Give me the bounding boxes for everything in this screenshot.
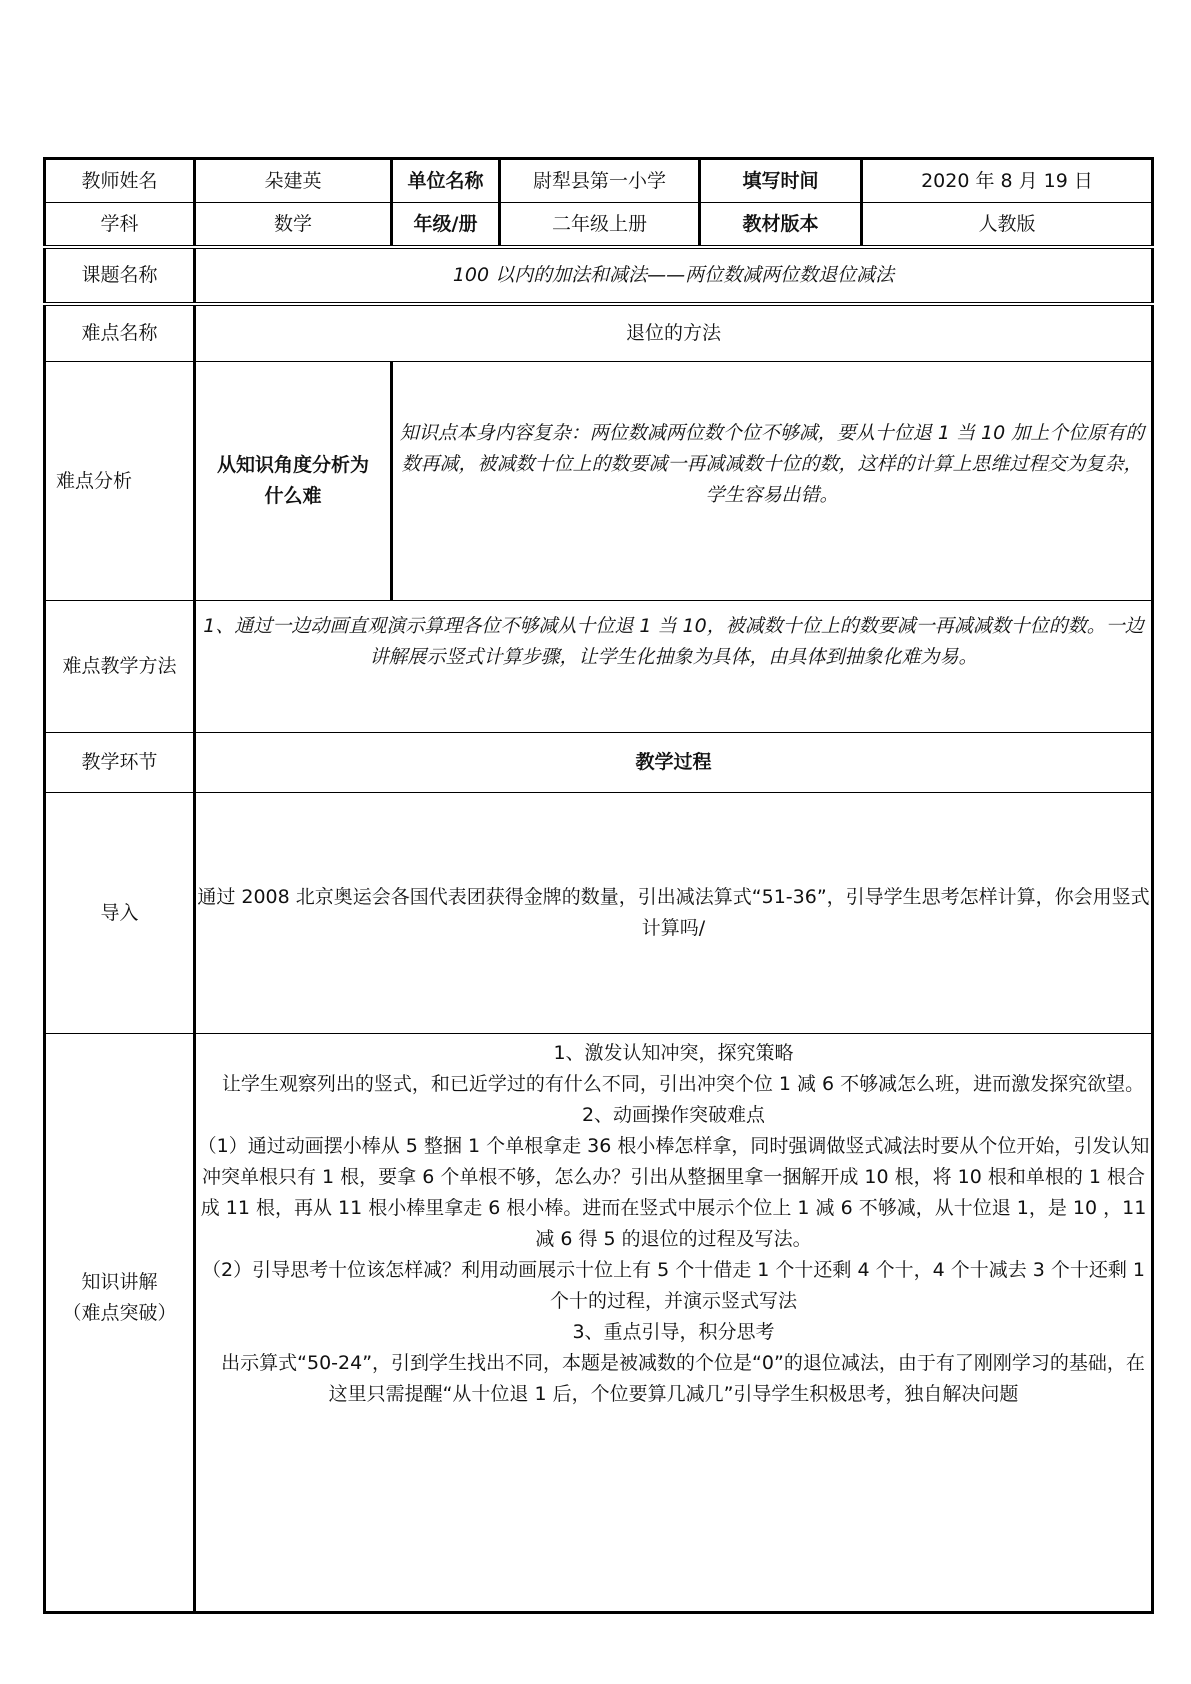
knowledge-paragraph: （1）通过动画摆小棒从 5 整捆 1 个单根拿走 36 根小棒怎样拿，同时强调做竖式减法时要从个位开始，引发认知冲突单根只有 1 根，要拿 6 个单根不够，怎么办？引出从整捆里拿一捆解开成 10 根，将 10 根和单根的 1 根合成 11 根，再从 11 根小棒里拿走 6 根小棒。进而在竖式中展示个位上 1 减 6 不够减，从十位退 1，是 10 ，11 减 6 得 5 的退位的过程及写法。 — [197, 1135, 1150, 1250]
grade-label: 年级/册 — [392, 203, 500, 248]
intro-text: 通过 2008 北京奥运会各国代表团获得金牌的数量，引出减法算式“51-36”，引导学生思考怎样计算，你会用竖式计算吗/ — [195, 793, 1153, 1034]
teaching-stage-label: 教学环节 — [45, 733, 195, 793]
edition-label: 教材版本 — [700, 203, 862, 248]
topic-label: 课题名称 — [45, 247, 195, 304]
row-teacher-info — [45, 159, 1153, 203]
row-difficulty-analysis — [45, 362, 1153, 601]
knowledge-paragraph: 让学生观察列出的竖式，和已近学过的有什么不同，引出冲突个位 1 减 6 不够减怎么班，进而激发探究欲望。 — [221, 1073, 1145, 1095]
row-knowledge — [45, 1034, 1153, 1613]
unit-name-label: 单位名称 — [392, 159, 500, 203]
row-teaching-method — [45, 601, 1153, 733]
difficulty-name-label: 难点名称 — [45, 304, 195, 362]
difficulty-name-value: 退位的方法 — [195, 304, 1153, 362]
knowledge-paragraph: 1、激发认知冲突，探究策略 — [553, 1042, 794, 1064]
subject-value: 数学 — [195, 203, 392, 248]
teaching-method-text: 1、通过一边动画直观演示算理各位不够减从十位退 1 当 10，被减数十位上的数要减一再减减数十位的数。一边讲解展示竖式计算步骤，让学生化抽象为具体，由具体到抽象化难为易。 — [195, 601, 1153, 733]
row-intro — [45, 793, 1153, 1034]
knowledge-label-line2: （难点突破） — [62, 1301, 177, 1324]
knowledge-label-line1: 知识讲解 — [81, 1270, 158, 1293]
knowledge-paragraph: （2）引导思考十位该怎样减？利用动画展示十位上有 5 个十借走 1 个十还剩 4 个十，4 个十减去 3 个十还剩 1 个十的过程，并演示竖式写法 — [201, 1259, 1146, 1312]
edition-value: 人教版 — [862, 203, 1153, 248]
teacher-name-label: 教师姓名 — [45, 159, 195, 203]
teaching-process-header: 教学过程 — [195, 733, 1153, 793]
grade-value: 二年级上册 — [500, 203, 700, 248]
row-topic — [45, 247, 1153, 304]
knowledge-paragraph: 出示算式“50-24”，引到学生找出不同，本题是被减数的个位是“0”的退位减法，由于有了刚刚学习的基础，在这里只需提醒“从十位退 1 后，个位要算几减几”引导学生积极思考，独自解决问题 — [221, 1352, 1145, 1405]
topic-value: 100 以内的加法和减法——两位数减两位数退位减法 — [195, 247, 1153, 304]
row-subject-info — [45, 203, 1153, 248]
difficulty-analysis-label: 难点分析 — [45, 362, 195, 601]
teacher-name-value: 朵建英 — [195, 159, 392, 203]
unit-name-value: 尉犁县第一小学 — [500, 159, 700, 203]
knowledge-paragraph: 3、重点引导，积分思考 — [572, 1321, 775, 1343]
lesson-plan-table — [43, 157, 1154, 1614]
fill-date-value: 2020 年 8 月 19 日 — [862, 159, 1153, 203]
row-difficulty-name — [45, 304, 1153, 362]
knowledge-label — [45, 1034, 195, 1613]
difficulty-analysis-text: 知识点本身内容复杂：两位数减两位数个位不够减，要从十位退 1 当 10 加上个位原有的数再减，被减数十位上的数要减一再减减数十位的数，这样的计算上思维过程交为复杂，学生容易出错。 — [392, 362, 1153, 601]
analysis-perspective-label: 从知识角度分析为什么难 — [195, 362, 392, 601]
knowledge-paragraph: 2、动画操作突破难点 — [581, 1104, 766, 1126]
row-process-header — [45, 733, 1153, 793]
knowledge-content — [195, 1034, 1153, 1613]
subject-label: 学科 — [45, 203, 195, 248]
fill-date-label: 填写时间 — [700, 159, 862, 203]
intro-label: 导入 — [45, 793, 195, 1034]
teaching-method-label: 难点教学方法 — [45, 601, 195, 733]
